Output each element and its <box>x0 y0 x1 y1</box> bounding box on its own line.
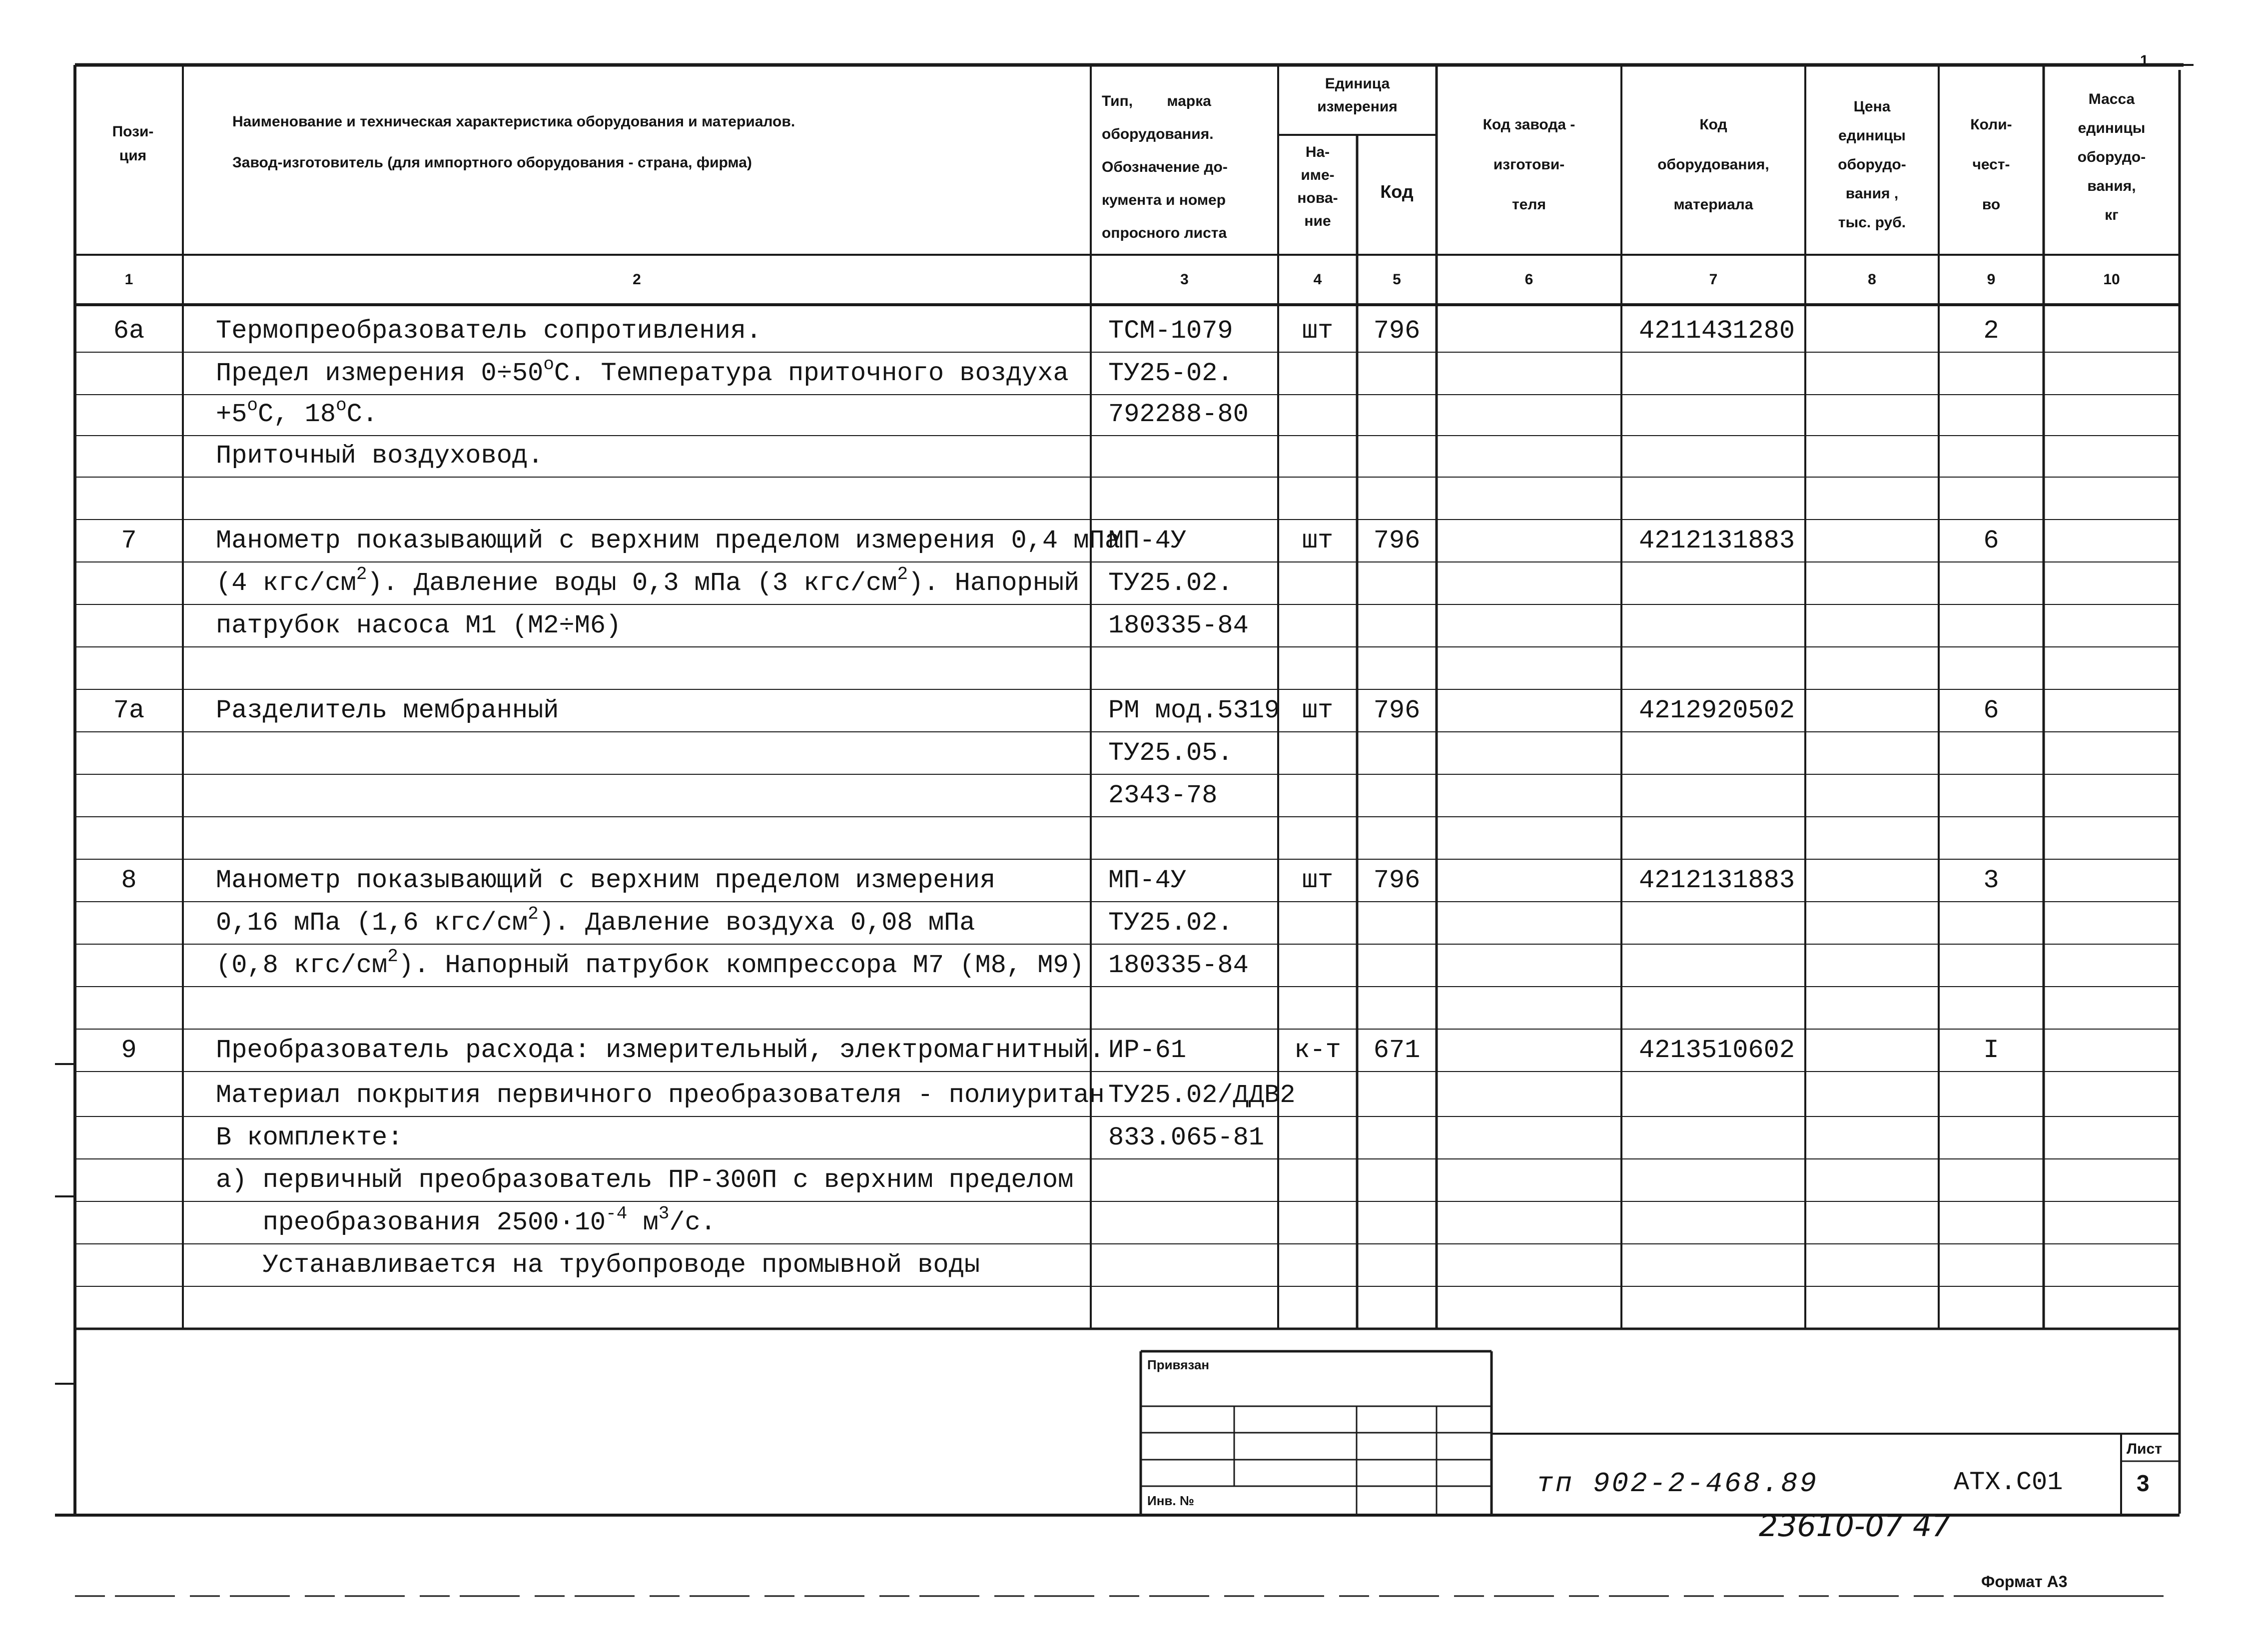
header-text: изготови- <box>1493 156 1565 173</box>
handwritten-number: 23610-07 47 <box>1759 1509 1951 1544</box>
cell-type: 833.065-81 <box>1108 1123 1265 1152</box>
col-number: 10 <box>2103 271 2120 288</box>
header-text: оборудования, <box>1657 156 1769 173</box>
cell-type: ТУ25-02. <box>1108 359 1233 388</box>
cell-type: ТУ25.05. <box>1108 738 1233 768</box>
cell-qty: 6 <box>1983 526 1999 555</box>
cell-name <box>216 1203 1085 1240</box>
cell-unit: шт <box>1302 316 1334 346</box>
cell-code: 796 <box>1373 696 1421 725</box>
cell-name <box>216 1036 1105 1066</box>
header-text: ция <box>119 147 147 164</box>
col-number: 6 <box>1524 271 1533 288</box>
sheet-number: 3 <box>2137 1470 2150 1496</box>
name-text: Манометр показывающий с верхним пределом измерения 0,4 мПа <box>216 526 1120 555</box>
cell-type: 180335-84 <box>1108 951 1249 980</box>
cell-unit: шт <box>1302 696 1334 725</box>
header-text: оборудования. <box>1102 126 1214 142</box>
header-text: чест- <box>1972 156 2010 173</box>
cell-type: ИР-61 <box>1108 1036 1187 1065</box>
header-col4 <box>1278 141 1357 233</box>
header-col45-group <box>1278 72 1437 118</box>
header-text: кг <box>2105 207 2119 223</box>
name-text: Устанавливается на трубопроводе промывной воды <box>216 1250 980 1280</box>
cell-name <box>216 946 1085 983</box>
cell-qty: 6 <box>1983 696 1999 725</box>
cell-name <box>216 611 1085 641</box>
header-col8 <box>1805 92 1939 237</box>
header-text: кумента и номер <box>1102 192 1226 208</box>
superscript: -4 <box>606 1203 628 1224</box>
col-number: 5 <box>1393 271 1401 288</box>
corner-mark: 1 <box>2140 52 2149 69</box>
cell-type: 792288-80 <box>1108 400 1249 429</box>
name-text: Термопреобразователь сопротивления. <box>216 316 762 346</box>
name-text: Предел измерения 0÷50 <box>216 359 544 388</box>
cell-type: ТУ25.02/ДДВ2 <box>1108 1081 1296 1110</box>
cell-name <box>216 904 1085 940</box>
cell-pos: 8 <box>121 866 137 895</box>
cell-pos: 9 <box>121 1036 137 1065</box>
superscript: 2 <box>356 564 367 584</box>
cell-name <box>216 564 1085 600</box>
header-text: измерения <box>1317 98 1398 115</box>
name-text: преобразования 2500·10 <box>216 1208 606 1237</box>
cell-qty: I <box>1983 1036 1999 1065</box>
header-text: тыс. руб. <box>1838 214 1906 231</box>
superscript: 2 <box>897 564 908 584</box>
header-text: На- <box>1305 144 1330 160</box>
name-text: В комплекте: <box>216 1123 403 1152</box>
name-text: ). Напорный <box>908 568 1080 598</box>
superscript: 2 <box>528 904 539 924</box>
name-text: /с. <box>669 1208 717 1237</box>
name-text: ). Напорный патрубок компрессора М7 (М8, М9) <box>398 951 1084 980</box>
header-col6 <box>1437 105 1621 225</box>
name-text: С, 18 <box>258 400 336 429</box>
cell-name <box>216 395 1085 432</box>
header-text: оборудо- <box>1838 156 1906 173</box>
cell-type: РМ мод.5319 <box>1108 696 1280 725</box>
header-text: Пози- <box>112 123 154 140</box>
header-text: теля <box>1512 196 1546 213</box>
cell-code: 796 <box>1373 866 1421 895</box>
header-col10 <box>2044 85 2180 230</box>
cell-pos: 6а <box>113 316 145 346</box>
header-col2 <box>232 110 1082 175</box>
header-text: нова- <box>1297 190 1338 206</box>
header-text: Код завода - <box>1483 116 1575 133</box>
header-text: ние <box>1304 213 1331 229</box>
stamp-inv-no: Инв. № <box>1147 1493 1194 1508</box>
cell-equip: 4212131883 <box>1639 866 1795 895</box>
cell-name <box>216 441 1085 471</box>
superscript: о <box>336 395 347 416</box>
cell-name <box>216 526 1120 556</box>
col-number: 9 <box>1987 271 1996 288</box>
header-text: Обозначение до- <box>1102 159 1228 175</box>
sheet-code: АТХ.С01 <box>1954 1468 2063 1497</box>
name-text: Приточный воздуховод. <box>216 441 544 471</box>
col-number: 2 <box>633 271 641 288</box>
cell-unit: шт <box>1302 866 1334 895</box>
header-text: во <box>1982 196 2001 213</box>
cell-type: ТУ25.02. <box>1108 908 1233 938</box>
header-text: материала <box>1673 196 1753 213</box>
cell-type: ТУ25.02. <box>1108 568 1233 598</box>
header-text: Наименование и техническая характеристика оборудования и материалов. <box>232 113 795 130</box>
cell-name <box>216 316 1085 346</box>
header-text: име- <box>1301 167 1335 183</box>
name-text: патрубок насоса М1 (М2÷М6) <box>216 611 622 640</box>
superscript: 2 <box>387 946 398 967</box>
name-text: С. Температура приточного воздуха <box>554 359 1069 388</box>
name-text: ). Давление воздуха 0,08 мПа <box>538 908 975 938</box>
header-text: Код <box>1699 116 1727 133</box>
cell-type: 180335-84 <box>1108 611 1249 640</box>
cell-unit: к-т <box>1294 1036 1341 1065</box>
name-text: м <box>627 1208 659 1237</box>
cell-name <box>216 1081 1105 1110</box>
name-text: (0,8 кгс/см <box>216 951 388 980</box>
header-text: Единица <box>1325 75 1390 92</box>
header-col3 <box>1102 85 1274 250</box>
header-col9 <box>1939 105 2044 225</box>
cell-name <box>216 1123 1085 1153</box>
cell-pos: 7а <box>113 696 145 725</box>
col-number: 8 <box>1868 271 1876 288</box>
header-text: Завод-изготовитель (для импортного оборудования - страна, фирма) <box>232 154 752 171</box>
format-label: Формат А3 <box>1981 1573 2068 1591</box>
cell-name <box>216 1165 1085 1195</box>
cell-equip: 4212920502 <box>1639 696 1795 725</box>
col-number: 4 <box>1313 271 1322 288</box>
cell-type: ТСМ-1079 <box>1108 316 1233 346</box>
document-number: тп 902-2-468.89 <box>1536 1468 1819 1500</box>
name-text: (4 кгс/см <box>216 568 356 598</box>
name-text: Разделитель мембранный <box>216 696 559 725</box>
cell-code: 796 <box>1373 316 1421 346</box>
cell-equip: 4213510602 <box>1639 1036 1795 1065</box>
header-text: Масса <box>2088 91 2135 107</box>
cell-name <box>216 1250 1085 1280</box>
cell-equip: 4212131883 <box>1639 526 1795 555</box>
name-text: Материал покрытия первичного преобразователя - полиуритан <box>216 1081 1105 1110</box>
cell-type: МП-4У <box>1108 866 1187 895</box>
sheet-label: Лист <box>2127 1441 2162 1457</box>
name-text: 0,16 мПа (1,6 кгс/см <box>216 908 528 938</box>
cell-name <box>216 696 1085 726</box>
header-col5: Код <box>1380 181 1414 202</box>
cell-qty: 3 <box>1983 866 1999 895</box>
header-text: оборудо- <box>2077 149 2146 165</box>
superscript: 3 <box>658 1203 670 1224</box>
header-text: Цена <box>1853 98 1891 115</box>
col-number: 7 <box>1709 271 1718 288</box>
header-text: единицы <box>2078 120 2146 136</box>
name-text: ). Давление воды 0,3 мПа (3 кгс/см <box>367 568 897 598</box>
header-text: вания , <box>1845 185 1899 202</box>
cell-pos: 7 <box>121 526 137 555</box>
superscript: о <box>543 354 554 375</box>
col-number: 3 <box>1180 271 1189 288</box>
name-text: Преобразователь расхода: измерительный, электромагнитный. <box>216 1036 1105 1065</box>
cell-code: 796 <box>1373 526 1421 555</box>
header-col7 <box>1621 105 1805 225</box>
col-number: 1 <box>124 271 133 288</box>
cell-unit: шт <box>1302 526 1334 555</box>
header-col1 <box>83 120 183 168</box>
header-text: Коли- <box>1970 116 2012 133</box>
stamp-privyazan: Привязан <box>1147 1357 1210 1372</box>
name-text: +5 <box>216 400 247 429</box>
name-text: а) первичный преобразователь ПР-300П с верхним пределом <box>216 1165 1074 1195</box>
superscript: о <box>247 395 258 416</box>
name-text: Манометр показывающий с верхним пределом измерения <box>216 866 996 895</box>
header-text: опросного листа <box>1102 225 1227 241</box>
name-text: С. <box>346 400 378 429</box>
cell-name <box>216 866 1085 896</box>
cell-equip: 42114З1280 <box>1639 316 1795 346</box>
cell-qty: 2 <box>1983 316 1999 346</box>
header-text: Тип, марка <box>1102 93 1211 109</box>
cell-code: 671 <box>1373 1036 1421 1065</box>
header-text: вания, <box>2087 178 2136 194</box>
header-text: единицы <box>1838 127 1906 144</box>
cell-type: МП-4У <box>1108 526 1187 555</box>
cell-name <box>216 354 1085 391</box>
cell-type: 2343-78 <box>1108 781 1218 810</box>
